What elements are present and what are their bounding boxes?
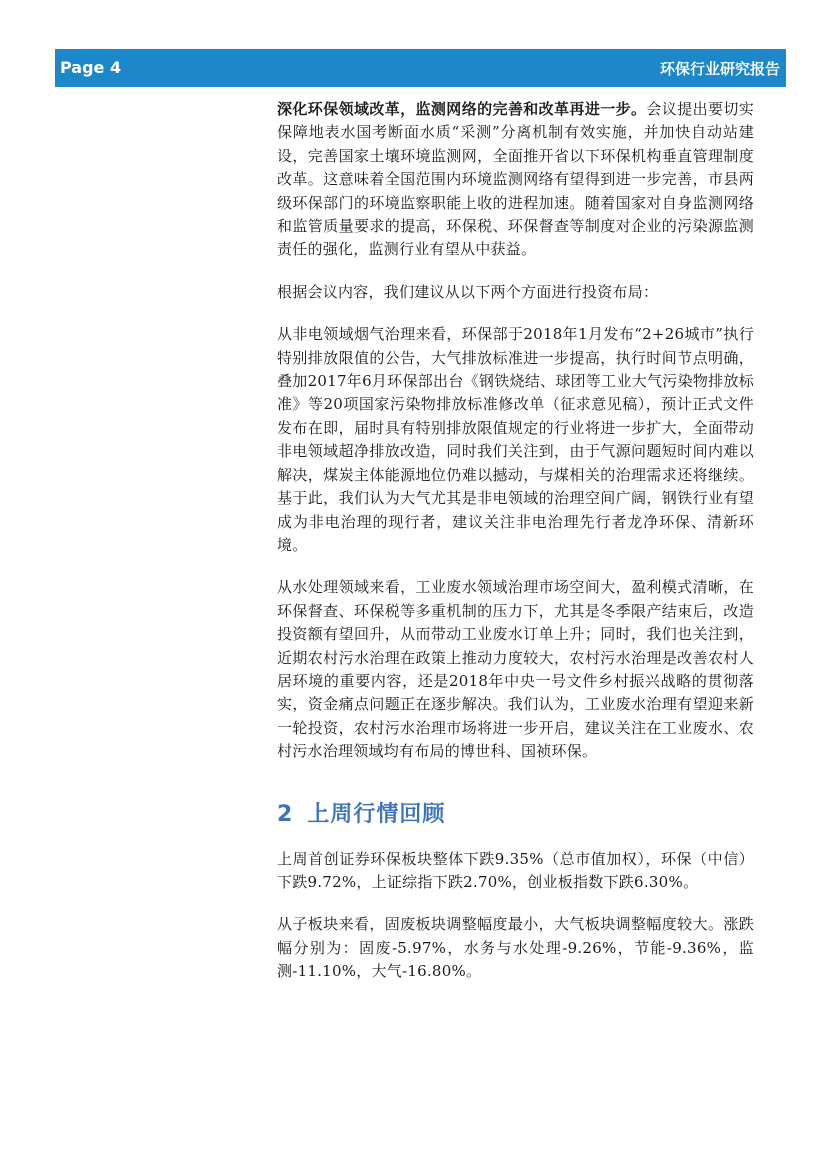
section-number: 2 bbox=[277, 801, 294, 827]
paragraph-monitoring-reform bbox=[277, 98, 754, 262]
page-number: Page 4 bbox=[60, 58, 122, 77]
report-title: 环保行业研究报告 bbox=[659, 60, 780, 78]
main-content bbox=[277, 98, 754, 1003]
paragraph-water-treatment: 从水处理领域来看，工业废水领域治理市场空间大，盈利模式清晰，在环保督查、环保税等多重机制的压力下，尤其是冬季限产结束后，改造投资额有望回升，从而带动工业废水订单上升；同时，我们也关注到，近期农村污水治理在政策上推动力度较大，农村污水治理是改善农村人居环境的重要内容，还是2018年中央一号文件乡村振兴战略的贯彻落实，资金痛点问题正在逐步解决。我们认为，工业废水治理有望迎来新一轮投资，农村污水治理市场将进一步开启，建议关注在工业废水、农村污水治理领域均有布局的博世科、国祯环保。 bbox=[277, 578, 754, 761]
paragraph-body: 会议提出要切实保障地表水国考断面水质“采测”分离机制有效实施，并加快自动站建设，完善国家土壤环境监测网，全面推开省以下环保机构垂直管理制度改革。这意味着全国范围内环境监测网络有望得到进一步完善，市县两级环保部门的环境监察职能上收的进程加速。随着国家对自身监测网络和监管质量要求的提高，环保税、环保督查等制度对企业的污染源监测责任的强化，监测行业有望从中获益。 bbox=[277, 100, 754, 259]
section-title: 上周行情回顾 bbox=[307, 801, 446, 827]
section-heading bbox=[277, 797, 754, 828]
header-bar bbox=[55, 49, 786, 87]
paragraph-subsector: 从子板块来看，固废板块调整幅度最小，大气板块调整幅度较大。涨跌幅分别为：固废-5.97%，水务与水处理-9.26%，节能-9.36%，监测-11.10%，大气-16.80%。 bbox=[277, 915, 754, 981]
paragraph-flue-gas: 从非电领域烟气治理来看，环保部于2018年1月发布“2+26城市”执行特别排放限值的公告，大气排放标准进一步提高，执行时间节点明确，叠加2017年6月环保部出台《钢铁烧结、球团等工业大气污染物排放标准》等20项国家污染物排放标准修改单（征求意见稿），预计正式文件发布在即，届时具有特别排放限值规定的行业将进一步扩大，全面带动非电领域超净排放改造，同时我们关注到，由于气源问题短时间内难以解决，煤炭主体能源地位仍难以撼动，与煤相关的治理需求还将继续。基于此，我们认为大气尤其是非电领域的治理空间广阔，钢铁行业有望成为非电治理的现行者，建议关注非电治理先行者龙净环保、清新环境。 bbox=[277, 325, 754, 554]
paragraph-investment-intro: 根据会议内容，我们建议从以下两个方面进行投资布局： bbox=[277, 282, 659, 301]
paragraph-weekly-market: 上周首创证券环保板块整体下跌9.35%（总市值加权），环保（中信）下跌9.72%，上证综指下跌2.70%，创业板指数下跌6.30%。 bbox=[277, 849, 754, 891]
paragraph-lead-bold: 深化环保领域改革，监测网络的完善和改革再进一步。 bbox=[277, 100, 647, 118]
